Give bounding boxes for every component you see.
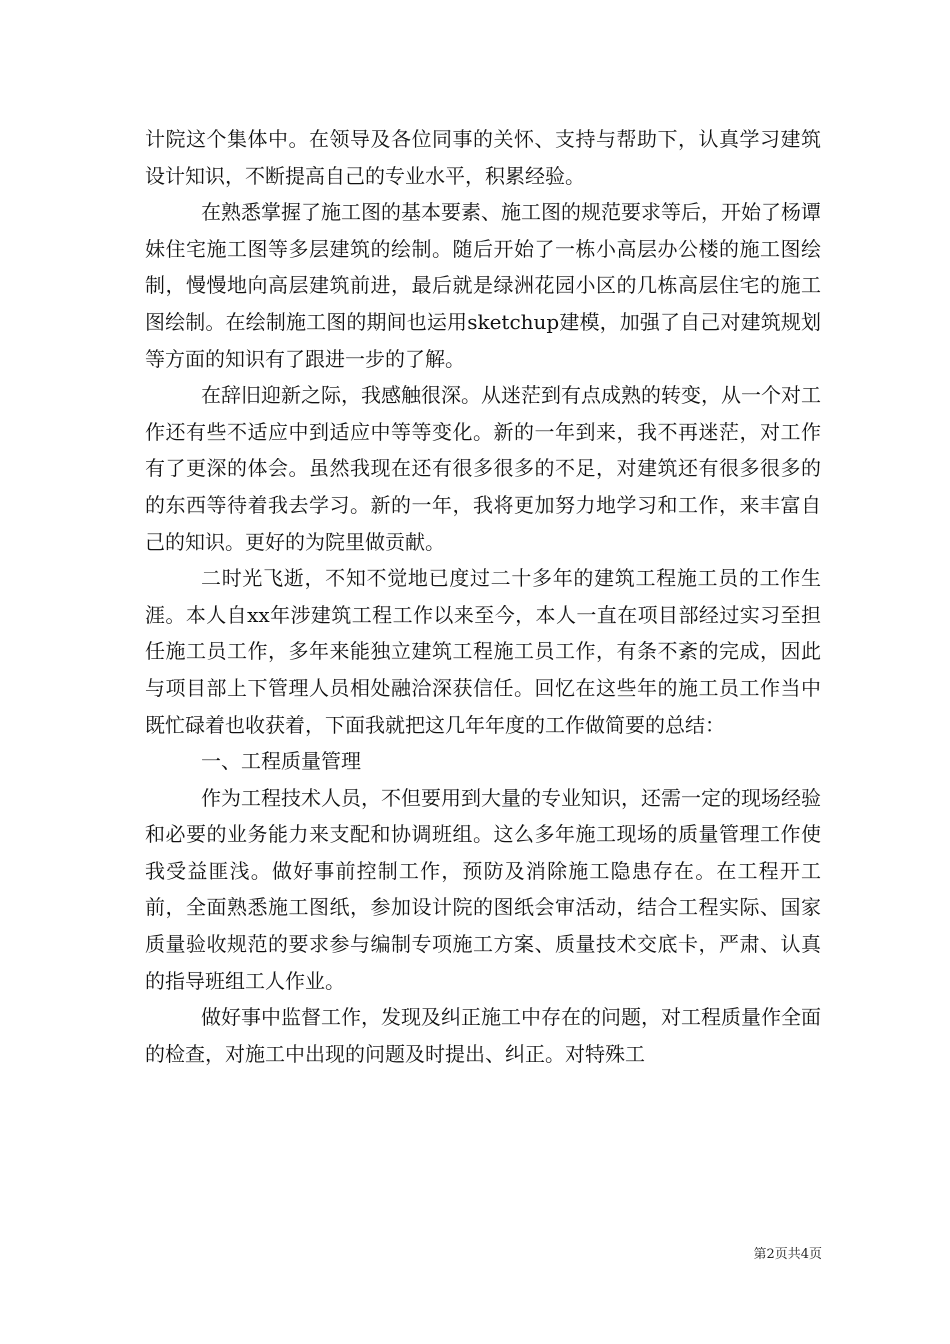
section-heading: 一、工程质量管理 [201, 749, 361, 774]
paragraph-5: 作为工程技术人员，不但要用到大量的专业知识，还需一定的现场经验和必要的业务能力来支配和协调班组。这么多年施工现场的质量管理工作使我受益匪浅。做好事前控制工作，预防及消除施工隐患存在。在工程开工前，全面熟悉施工图纸，参加设计院的图纸会审活动，结合工程实际、国家质量验收规范的要求参与编制专项施工方案、质量技术交底卡，严肃、认真的指导班组工人作业。 [145, 785, 821, 993]
paragraph-3: 在辞旧迎新之际，我感触很深。从迷茫到有点成熟的转变，从一个对工作还有些不适应中到适应中等等变化。新的一年到来，我不再迷茫，对工作有了更深的体会。虽然我现在还有很多很多的不足，对建筑还有很多很多的的东西等待着我去学习。新的一年，我将更加努力地学习和工作，来丰富自己的知识。更好的为院里做贡献。 [145, 383, 821, 554]
page-body [145, 121, 821, 1072]
paragraph-1: 计院这个集体中。在领导及各位同事的关怀、支持与帮助下，认真学习建筑设计知识，不断提高自己的专业水平，积累经验。 [145, 127, 821, 188]
paragraph-4: 二时光飞逝，不知不觉地已度过二十多年的建筑工程施工员的工作生涯。本人自xx年涉建筑工程工作以来至今，本人一直在项目部经过实习至担任施工员工作，多年来能独立建筑工程施工员工作，有条不紊的完成，因此与项目部上下管理人员相处融洽深获信任。回忆在这些年的施工员工作当中既忙碌着也收获着，下面我就把这几年年度的工作做简要的总结： [145, 566, 821, 737]
paragraph-2: 在熟悉掌握了施工图的基本要素、施工图的规范要求等后，开始了杨谭妹住宅施工图等多层建筑的绘制。随后开始了一栋小高层办公楼的施工图绘制，慢慢地向高层建筑前进，最后就是绿洲花园小区的几栋高层住宅的施工图绘制。在绘制施工图的期间也运用sketchup建模，加强了自己对建筑规划等方面的知识有了跟进一步的了解。 [145, 200, 821, 371]
page-number: 第2页共4页 [753, 1247, 822, 1262]
paragraph-6: 做好事中监督工作，发现及纠正施工中存在的问题，对工程质量作全面的检查，对施工中出现的问题及时提出、纠正。对特殊工 [145, 1005, 821, 1066]
